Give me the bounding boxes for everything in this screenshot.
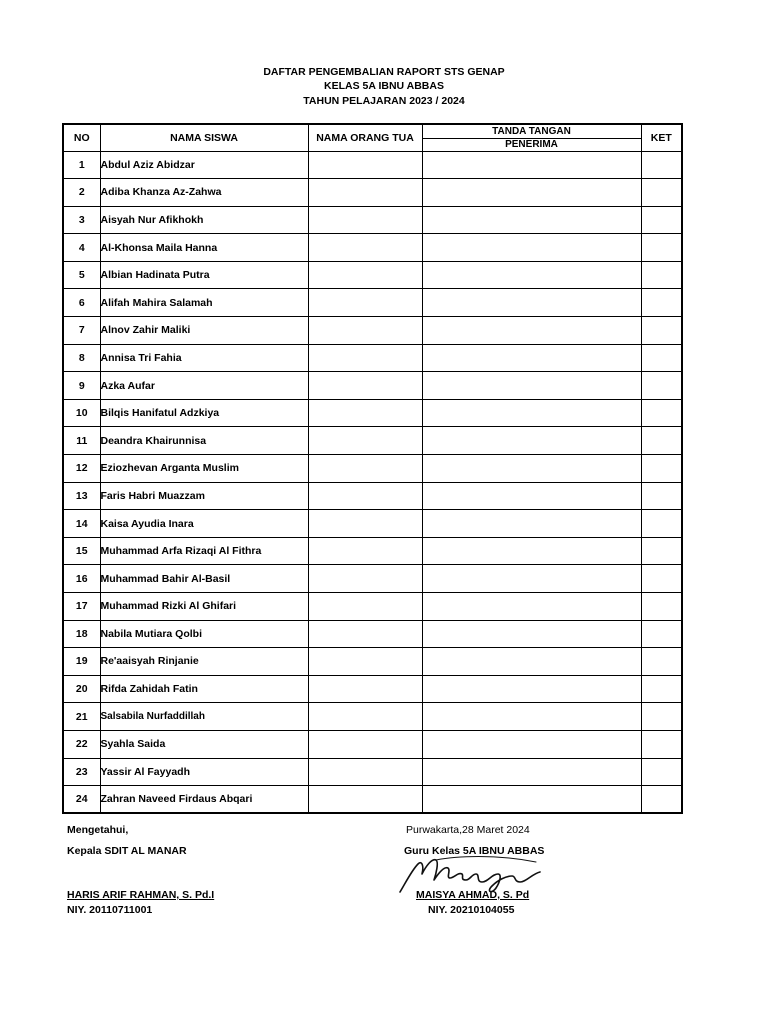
table-row	[63, 344, 682, 372]
signature-cell	[422, 675, 641, 703]
ket-cell	[641, 786, 682, 814]
parent-name-cell	[308, 620, 422, 648]
ket-cell	[641, 510, 682, 538]
kepala-niy: NIY. 20110711001	[67, 904, 153, 916]
table-row	[63, 234, 682, 262]
student-name: Abdul Aziz Abidzar	[100, 151, 308, 179]
parent-name-cell	[308, 510, 422, 538]
signature-cell	[422, 537, 641, 565]
mengetahui-label: Mengetahui,	[67, 824, 129, 836]
table-row	[63, 703, 682, 731]
table-row	[63, 455, 682, 483]
ket-cell	[641, 730, 682, 758]
parent-name-cell	[308, 317, 422, 345]
parent-name-cell	[308, 179, 422, 207]
student-name: Rifda Zahidah Fatin	[100, 675, 308, 703]
signature-cell	[422, 261, 641, 289]
roster-body	[63, 151, 682, 813]
student-name: Aisyah Nur Afikhokh	[100, 206, 308, 234]
student-name: Salsabila Nurfaddillah	[100, 703, 308, 731]
student-name: Re'aaisyah Rinjanie	[100, 648, 308, 676]
row-number: 17	[63, 593, 100, 621]
parent-name-cell	[308, 593, 422, 621]
student-name: Azka Aufar	[100, 372, 308, 400]
student-name: Muhammad Bahir Al-Basil	[100, 565, 308, 593]
ket-cell	[641, 234, 682, 262]
student-name: Bilqis Hanifatul Adzkiya	[100, 399, 308, 427]
table-row	[63, 206, 682, 234]
table-row	[63, 372, 682, 400]
ket-cell	[641, 344, 682, 372]
table-row	[63, 648, 682, 676]
row-number: 16	[63, 565, 100, 593]
parent-name-cell	[308, 786, 422, 814]
ket-cell	[641, 620, 682, 648]
parent-name-cell	[308, 482, 422, 510]
column-header-nama-orang-tua: NAMA ORANG TUA	[308, 124, 422, 151]
table-row	[63, 593, 682, 621]
ket-cell	[641, 206, 682, 234]
ket-cell	[641, 537, 682, 565]
row-number: 23	[63, 758, 100, 786]
signature-cell	[422, 179, 641, 207]
ket-cell	[641, 427, 682, 455]
ket-cell	[641, 758, 682, 786]
guru-niy: NIY. 20210104055	[428, 904, 515, 916]
parent-name-cell	[308, 372, 422, 400]
student-name: Eziozhevan Arganta Muslim	[100, 455, 308, 483]
signature-cell	[422, 206, 641, 234]
signature-cell	[422, 510, 641, 538]
row-number: 1	[63, 151, 100, 179]
row-number: 7	[63, 317, 100, 345]
parent-name-cell	[308, 234, 422, 262]
row-number: 13	[63, 482, 100, 510]
parent-name-cell	[308, 151, 422, 179]
signature-cell	[422, 593, 641, 621]
row-number: 15	[63, 537, 100, 565]
table-row	[63, 317, 682, 345]
student-name: Annisa Tri Fahia	[100, 344, 308, 372]
row-number: 2	[63, 179, 100, 207]
parent-name-cell	[308, 758, 422, 786]
student-name: Alifah Mahira Salamah	[100, 289, 308, 317]
ket-cell	[641, 179, 682, 207]
ket-cell	[641, 372, 682, 400]
signature-cell	[422, 565, 641, 593]
guru-title: Guru Kelas 5A IBNU ABBAS	[404, 845, 545, 857]
signature-cell	[422, 703, 641, 731]
parent-name-cell	[308, 703, 422, 731]
parent-name-cell	[308, 675, 422, 703]
row-number: 24	[63, 786, 100, 814]
student-name: Muhammad Arfa Rizaqi Al Fithra	[100, 537, 308, 565]
ket-cell	[641, 261, 682, 289]
table-row	[63, 261, 682, 289]
table-row	[63, 730, 682, 758]
row-number: 3	[63, 206, 100, 234]
signature-cell	[422, 482, 641, 510]
column-header-no: NO	[63, 124, 100, 151]
ket-cell	[641, 703, 682, 731]
table-row	[63, 179, 682, 207]
signature-cell	[422, 234, 641, 262]
signature-cell	[422, 455, 641, 483]
signature-cell	[422, 786, 641, 814]
parent-name-cell	[308, 537, 422, 565]
table-row	[63, 510, 682, 538]
ket-cell	[641, 151, 682, 179]
table-row	[63, 482, 682, 510]
student-name: Adiba Khanza Az-Zahwa	[100, 179, 308, 207]
handwritten-signature	[396, 852, 552, 896]
student-name: Alnov Zahir Maliki	[100, 317, 308, 345]
student-name: Nabila Mutiara Qolbi	[100, 620, 308, 648]
table-row	[63, 786, 682, 814]
student-name: Faris Habri Muazzam	[100, 482, 308, 510]
ket-cell	[641, 565, 682, 593]
student-name: Syahla Saida	[100, 730, 308, 758]
table-row	[63, 620, 682, 648]
student-name: Al-Khonsa Maila Hanna	[100, 234, 308, 262]
row-number: 22	[63, 730, 100, 758]
table-row	[63, 537, 682, 565]
ket-cell	[641, 482, 682, 510]
parent-name-cell	[308, 344, 422, 372]
parent-name-cell	[308, 289, 422, 317]
row-number: 14	[63, 510, 100, 538]
student-name: Zahran Naveed Firdaus Abqari	[100, 786, 308, 814]
academic-year: TAHUN PELAJARAN 2023 / 2024	[303, 95, 465, 107]
student-name: Yassir Al Fayyadh	[100, 758, 308, 786]
column-header-tanda-tangan: TANDA TANGAN	[422, 124, 641, 138]
table-row	[63, 675, 682, 703]
parent-name-cell	[308, 427, 422, 455]
parent-name-cell	[308, 261, 422, 289]
student-name: Deandra Khairunnisa	[100, 427, 308, 455]
ket-cell	[641, 675, 682, 703]
row-number: 9	[63, 372, 100, 400]
signature-cell	[422, 730, 641, 758]
place-date: Purwakarta,28 Maret 2024	[406, 824, 530, 836]
ket-cell	[641, 593, 682, 621]
signature-cell	[422, 289, 641, 317]
signature-cell	[422, 620, 641, 648]
return-roster-table	[62, 123, 683, 814]
table-row	[63, 399, 682, 427]
ket-cell	[641, 399, 682, 427]
table-row	[63, 758, 682, 786]
table-row	[63, 427, 682, 455]
column-header-ket: KET	[641, 124, 682, 151]
parent-name-cell	[308, 565, 422, 593]
ket-cell	[641, 455, 682, 483]
row-number: 8	[63, 344, 100, 372]
signature-cell	[422, 399, 641, 427]
signature-cell	[422, 151, 641, 179]
kepala-name: HARIS ARIF RAHMAN, S. Pd.I	[67, 889, 215, 901]
row-number: 18	[63, 620, 100, 648]
row-number: 21	[63, 703, 100, 731]
column-header-nama-siswa: NAMA SISWA	[100, 124, 308, 151]
student-name: Kaisa Ayudia Inara	[100, 510, 308, 538]
ket-cell	[641, 648, 682, 676]
student-name: Muhammad Rizki Al Ghifari	[100, 593, 308, 621]
table-row	[63, 289, 682, 317]
signature-cell	[422, 317, 641, 345]
table-row	[63, 151, 682, 179]
row-number: 10	[63, 399, 100, 427]
row-number: 6	[63, 289, 100, 317]
class-title: KELAS 5A IBNU ABBAS	[324, 80, 444, 92]
parent-name-cell	[308, 730, 422, 758]
ket-cell	[641, 289, 682, 317]
signature-cell	[422, 427, 641, 455]
kepala-title: Kepala SDIT AL MANAR	[67, 845, 187, 857]
guru-name: MAISYA AHMAD, S. Pd	[416, 889, 530, 901]
row-number: 20	[63, 675, 100, 703]
ket-cell	[641, 317, 682, 345]
signature-cell	[422, 344, 641, 372]
column-header-penerima: PENERIMA	[422, 138, 641, 151]
student-name: Albian Hadinata Putra	[100, 261, 308, 289]
row-number: 11	[63, 427, 100, 455]
signature-cell	[422, 372, 641, 400]
parent-name-cell	[308, 648, 422, 676]
document-title: DAFTAR PENGEMBALIAN RAPORT STS GENAP	[263, 66, 505, 78]
parent-name-cell	[308, 399, 422, 427]
signature-cell	[422, 648, 641, 676]
signature-cell	[422, 758, 641, 786]
parent-name-cell	[308, 206, 422, 234]
table-row	[63, 565, 682, 593]
row-number: 12	[63, 455, 100, 483]
row-number: 4	[63, 234, 100, 262]
parent-name-cell	[308, 455, 422, 483]
row-number: 5	[63, 261, 100, 289]
row-number: 19	[63, 648, 100, 676]
